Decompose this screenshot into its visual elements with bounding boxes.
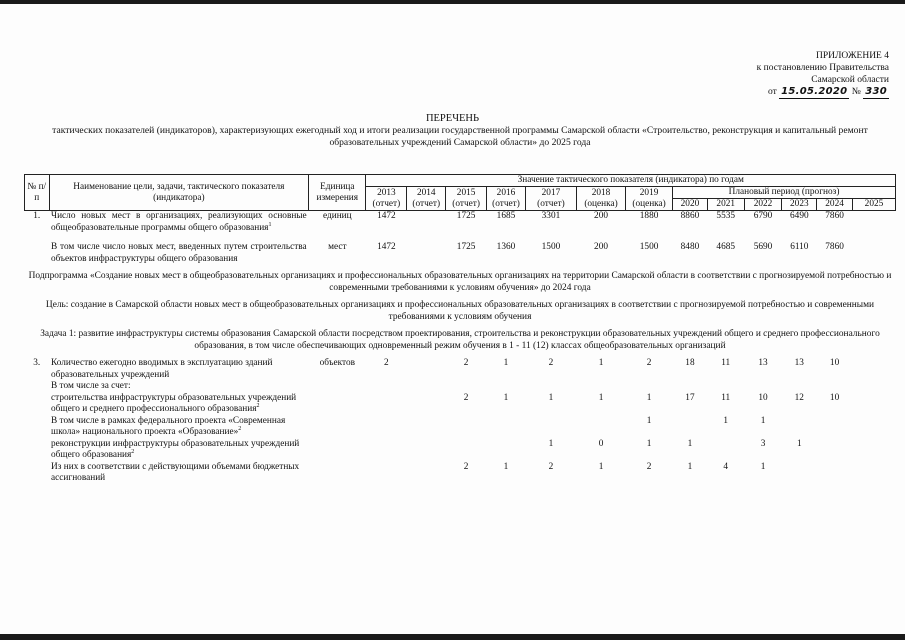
value-cell: 8480 xyxy=(680,242,700,252)
indicator-name: В том числе число новых мест, введенных путем строительства объектов инфраструктуры общего образования xyxy=(51,242,307,264)
table-row xyxy=(25,416,896,439)
indicator-name: реконструкции инфраструктуры образовательных учреждений общего образования$^2$ xyxy=(51,438,300,460)
value-cell: 10 xyxy=(758,392,768,403)
value-cell xyxy=(782,462,817,485)
value-cell xyxy=(407,358,446,381)
indicators-table xyxy=(24,174,896,485)
row-number xyxy=(25,393,50,416)
value-cell xyxy=(525,416,576,439)
footnote-mark: 2 xyxy=(131,448,135,455)
indicator-name: В том числе в рамках федерального проекта «Современная школа» национального проекта «Образование»$^2$ xyxy=(51,415,286,437)
value-cell: 1 xyxy=(687,461,693,472)
value-cell xyxy=(673,381,708,393)
value-cell: 1 xyxy=(548,392,554,403)
appendix-block xyxy=(757,50,889,99)
row-number: 3. xyxy=(33,358,41,368)
value-cell: 8860 xyxy=(680,211,700,221)
indicator-name: В том числе за счет: xyxy=(51,381,131,391)
table-row xyxy=(25,462,896,485)
value-cell xyxy=(817,416,853,439)
value-cell xyxy=(407,211,446,235)
scan-bottom-border xyxy=(0,634,905,640)
decree-date: 15.05.2020 xyxy=(781,86,848,97)
value-cell xyxy=(407,242,446,265)
value-cell xyxy=(487,381,526,393)
header-year: 2014 (отчет) xyxy=(407,187,446,211)
value-cell: 1 xyxy=(760,461,766,472)
value-cell xyxy=(487,439,526,462)
scan-top-border xyxy=(0,0,905,4)
unit-cell: единиц xyxy=(322,211,352,221)
header-year: 2013 (отчет) xyxy=(366,187,407,211)
value-cell: 1 xyxy=(723,415,729,426)
value-cell xyxy=(366,381,407,393)
value-cell xyxy=(407,462,446,485)
header-year: 2016 (отчет) xyxy=(487,187,526,211)
value-cell xyxy=(366,416,407,439)
value-cell: 1 xyxy=(646,415,652,426)
value-cell: 5690 xyxy=(753,242,773,252)
value-cell: 11 xyxy=(721,392,731,403)
table-row xyxy=(25,381,896,393)
value-cell xyxy=(407,416,446,439)
value-cell xyxy=(817,381,853,393)
value-cell: 2 xyxy=(646,358,652,368)
table-row xyxy=(25,242,896,265)
value-cell: 2 xyxy=(463,461,469,472)
value-cell: 7860 xyxy=(825,242,844,252)
header-year: 2021 xyxy=(707,199,744,211)
table-header xyxy=(25,175,896,211)
value-cell xyxy=(852,439,895,462)
value-cell xyxy=(446,416,487,439)
value-cell: 2 xyxy=(548,461,554,472)
value-cell xyxy=(487,416,526,439)
value-cell xyxy=(782,416,817,439)
value-cell: 1472 xyxy=(377,242,396,252)
value-cell: 1 xyxy=(646,392,652,403)
indicator-name: строительства инфраструктуры образовательных учреждений общего и среднего профессионального образования$^2$ xyxy=(51,392,297,414)
table-sections xyxy=(25,265,896,358)
value-cell: 5535 xyxy=(716,211,736,221)
value-cell: 11 xyxy=(721,358,731,368)
value-cell: 1725 xyxy=(456,211,476,221)
value-cell xyxy=(366,439,407,462)
value-cell: 1 xyxy=(646,438,652,449)
unit-cell: объектов xyxy=(319,358,356,368)
appendix-region: Самарской области xyxy=(811,75,889,85)
value-cell: 2 xyxy=(646,461,652,472)
indicator-name: Из них в соответствии с действующими объемами бюджетных ассигнований xyxy=(51,461,300,483)
footnote-mark: 2 xyxy=(256,402,260,409)
value-cell xyxy=(577,416,626,439)
header-year: 2020 xyxy=(673,199,708,211)
value-cell xyxy=(852,242,895,265)
value-cell: 2 xyxy=(384,358,389,368)
header-planned: Плановый период (прогноз) xyxy=(673,187,896,199)
table-body-subprogram xyxy=(25,358,896,485)
header-year: 2018 (оценка) xyxy=(577,187,626,211)
value-cell: 1 xyxy=(503,392,509,403)
goal-heading: Цель: создание в Самарской области новых мест в общеобразовательных организациях и профессиональных образовательных организациях в соответствии с прогнозируемой потребностью и современными требованиями к условиям обучения xyxy=(45,300,875,322)
table-row xyxy=(25,439,896,462)
header-year: 2024 xyxy=(817,199,853,211)
value-cell xyxy=(782,381,817,393)
value-cell: 2 xyxy=(548,358,554,368)
value-cell: 2 xyxy=(463,392,469,403)
value-cell: 1472 xyxy=(377,211,396,221)
header-year: 2017 (отчет) xyxy=(525,187,576,211)
row-number xyxy=(25,381,50,393)
value-cell: 2 xyxy=(463,358,469,368)
unit-cell xyxy=(309,393,366,416)
value-cell: 10 xyxy=(829,358,840,368)
value-cell xyxy=(407,393,446,416)
value-cell: 6110 xyxy=(790,242,809,252)
value-cell xyxy=(577,381,626,393)
header-name: Наименование цели, задачи, тактического показателя (индикатора) xyxy=(49,175,309,211)
value-cell xyxy=(817,439,853,462)
value-cell: 1 xyxy=(687,438,693,449)
unit-cell xyxy=(309,381,366,393)
header-values: Значение тактического показателя (индикатора) по годам xyxy=(366,175,896,187)
row-number xyxy=(25,439,50,462)
footnote-mark: 1 xyxy=(268,221,272,228)
value-cell: 4 xyxy=(723,461,729,472)
value-cell: 13 xyxy=(794,358,804,368)
value-cell xyxy=(407,439,446,462)
value-cell: 3 xyxy=(760,438,766,449)
header-year: 2019 (оценка) xyxy=(626,187,673,211)
table-row xyxy=(25,211,896,235)
value-cell: 1360 xyxy=(496,242,516,252)
value-cell xyxy=(707,439,744,462)
value-cell xyxy=(366,462,407,485)
value-cell: 12 xyxy=(794,392,804,403)
header-unit: Единица измерения xyxy=(309,175,366,211)
value-cell xyxy=(852,462,895,485)
table-body-indicators xyxy=(25,211,896,266)
unit-cell: мест xyxy=(328,242,347,252)
header-year: 2022 xyxy=(744,199,782,211)
value-cell: 1685 xyxy=(496,211,516,221)
value-cell: 6490 xyxy=(790,211,809,221)
header-year: 2025 xyxy=(852,199,895,211)
subprogram-heading: Подпрограмма «Создание новых мест в общеобразовательных организациях и профессиональных образовательных организациях на территории Самарской области в соответствии с прогнозируемой потребностью и современными требованиями к условиям обучения» до 2024 года xyxy=(28,271,892,293)
header-year: 2015 (отчет) xyxy=(446,187,487,211)
value-cell xyxy=(852,358,895,381)
footnote-mark: 2 xyxy=(238,425,242,432)
value-cell: 13 xyxy=(758,358,768,368)
header-year: 2023 xyxy=(782,199,817,211)
value-cell xyxy=(446,439,487,462)
value-cell xyxy=(626,381,673,393)
document-title: ПЕРЕЧЕНЬ xyxy=(425,113,480,124)
row-number xyxy=(25,462,50,485)
value-cell: 1 xyxy=(503,461,509,472)
value-cell xyxy=(852,393,895,416)
task-heading: Задача 1: развитие инфраструктуры системы образования Самарской области посредством проектирования, строительства и реконструкции образовательных учреждений общего и среднего профессионального образования, в том числе обеспечивающих одновременный режим обучения в 1 - 11 (12) классах общеобразовательных организаций xyxy=(40,329,880,351)
from-label: от xyxy=(767,87,777,97)
indicator-name: Количество ежегодно вводимых в эксплуатацию зданий образовательных учреждений xyxy=(51,358,273,380)
unit-cell xyxy=(309,416,366,439)
value-cell: 1725 xyxy=(456,242,476,252)
document-subtitle: тактических показателей (индикаторов), характеризующих ежегодный ход и итоги реализации государственной программы Самарской области «Строительство, реконструкция и капитальный ремонт образовательных учреждений Самарской области» до 2025 года xyxy=(52,125,868,148)
value-cell xyxy=(707,381,744,393)
value-cell: 10 xyxy=(829,392,840,403)
value-cell xyxy=(817,462,853,485)
value-cell: 18 xyxy=(685,358,695,368)
value-cell: 1880 xyxy=(639,211,659,221)
table-row xyxy=(25,358,896,381)
decree-number: 330 xyxy=(865,86,887,97)
row-number xyxy=(25,416,50,439)
value-cell: 7860 xyxy=(825,211,844,221)
table-row xyxy=(25,393,896,416)
row-number: 1. xyxy=(33,211,41,221)
value-cell: 200 xyxy=(594,242,608,252)
value-cell: 6790 xyxy=(753,211,773,221)
value-cell: 17 xyxy=(685,392,695,403)
value-cell: 1500 xyxy=(541,242,561,252)
appendix-title: ПРИЛОЖЕНИЕ 4 xyxy=(815,51,889,61)
header-num: № п/п xyxy=(25,175,50,211)
value-cell xyxy=(744,381,782,393)
value-cell xyxy=(852,381,895,393)
value-cell: 200 xyxy=(594,211,608,221)
value-cell xyxy=(852,211,895,235)
value-cell: 1 xyxy=(598,461,604,472)
value-cell: 4685 xyxy=(716,242,736,252)
value-cell: 1 xyxy=(796,438,802,449)
unit-cell xyxy=(309,462,366,485)
unit-cell xyxy=(309,439,366,462)
value-cell xyxy=(673,416,708,439)
value-cell xyxy=(366,393,407,416)
value-cell xyxy=(446,381,487,393)
value-cell: 1 xyxy=(598,358,604,368)
value-cell xyxy=(525,381,576,393)
indicator-name: Число новых мест в организациях, реализующих основные общеобразовательные программы общего образования$^1$ xyxy=(51,211,307,233)
appendix-decree: к постановлению Правительства xyxy=(756,63,889,73)
row-number xyxy=(25,242,50,265)
value-cell xyxy=(407,381,446,393)
value-cell: 3301 xyxy=(541,211,561,221)
value-cell: 0 xyxy=(598,438,604,449)
value-cell: 1 xyxy=(760,415,766,426)
value-cell xyxy=(852,416,895,439)
value-cell: 1500 xyxy=(639,242,659,252)
value-cell: 1 xyxy=(503,358,509,368)
appendix-date-line xyxy=(757,86,889,99)
value-cell: 1 xyxy=(598,392,604,403)
value-cell: 1 xyxy=(548,438,554,449)
number-label: № xyxy=(851,87,861,97)
